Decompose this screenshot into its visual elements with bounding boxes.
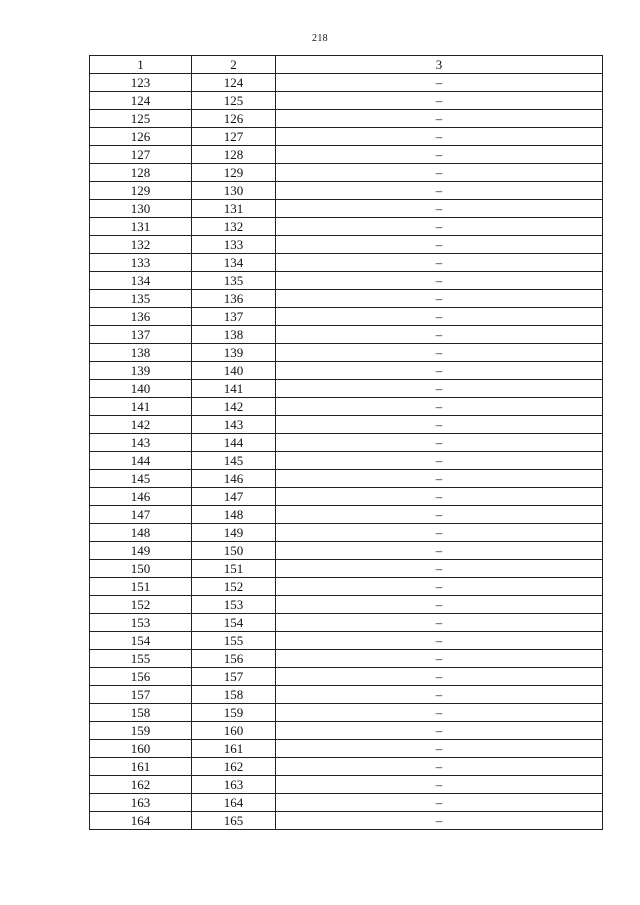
- table-cell-col-2: 148: [192, 506, 276, 524]
- table-body: [90, 74, 603, 830]
- table-row: [90, 128, 603, 146]
- table-row: [90, 758, 603, 776]
- table-cell-col-3: –: [276, 128, 603, 146]
- table-cell-col-2: 141: [192, 380, 276, 398]
- table-row: [90, 614, 603, 632]
- table-row: [90, 560, 603, 578]
- table-row: [90, 146, 603, 164]
- table-cell-col-1: 163: [90, 794, 192, 812]
- table-row: [90, 650, 603, 668]
- table-cell-col-1: 129: [90, 182, 192, 200]
- table-cell-col-2: 144: [192, 434, 276, 452]
- table-row: [90, 506, 603, 524]
- table-row: [90, 434, 603, 452]
- table-row: [90, 704, 603, 722]
- table-row: [90, 794, 603, 812]
- table-cell-col-3: –: [276, 488, 603, 506]
- table-row: [90, 92, 603, 110]
- table-cell-col-3: –: [276, 650, 603, 668]
- table-cell-col-2: 153: [192, 596, 276, 614]
- table-row: [90, 668, 603, 686]
- table-cell-col-3: –: [276, 218, 603, 236]
- table-cell-col-2: 129: [192, 164, 276, 182]
- table-cell-col-2: 124: [192, 74, 276, 92]
- table-cell-col-2: 127: [192, 128, 276, 146]
- table-cell-col-3: –: [276, 776, 603, 794]
- table-cell-col-2: 155: [192, 632, 276, 650]
- table-row: [90, 470, 603, 488]
- table-cell-col-3: –: [276, 110, 603, 128]
- table-cell-col-3: –: [276, 794, 603, 812]
- table-cell-col-2: 128: [192, 146, 276, 164]
- table-cell-col-1: 159: [90, 722, 192, 740]
- table-cell-col-2: 165: [192, 812, 276, 830]
- table-cell-col-3: –: [276, 362, 603, 380]
- table-row: [90, 740, 603, 758]
- column-header-3: 3: [276, 56, 603, 74]
- table-cell-col-1: 152: [90, 596, 192, 614]
- table-cell-col-2: 156: [192, 650, 276, 668]
- table-cell-col-2: 140: [192, 362, 276, 380]
- table-cell-col-2: 131: [192, 200, 276, 218]
- table-cell-col-1: 137: [90, 326, 192, 344]
- table-row: [90, 596, 603, 614]
- table-row: [90, 686, 603, 704]
- table-cell-col-2: 147: [192, 488, 276, 506]
- table-row: [90, 380, 603, 398]
- table-cell-col-3: –: [276, 578, 603, 596]
- table-row: [90, 200, 603, 218]
- table-cell-col-3: –: [276, 632, 603, 650]
- table-cell-col-1: 134: [90, 272, 192, 290]
- table-row: [90, 110, 603, 128]
- table-cell-col-3: –: [276, 272, 603, 290]
- table-cell-col-2: 152: [192, 578, 276, 596]
- table-cell-col-2: 154: [192, 614, 276, 632]
- table-cell-col-1: 133: [90, 254, 192, 272]
- column-header-1: 1: [90, 56, 192, 74]
- table-cell-col-1: 157: [90, 686, 192, 704]
- table-cell-col-3: –: [276, 740, 603, 758]
- table-cell-col-1: 164: [90, 812, 192, 830]
- table-cell-col-2: 135: [192, 272, 276, 290]
- table-row: [90, 272, 603, 290]
- table-cell-col-1: 127: [90, 146, 192, 164]
- table-cell-col-2: 159: [192, 704, 276, 722]
- table-row: [90, 722, 603, 740]
- table-cell-col-3: –: [276, 596, 603, 614]
- table-cell-col-2: 145: [192, 452, 276, 470]
- table-cell-col-3: –: [276, 236, 603, 254]
- table-cell-col-3: –: [276, 668, 603, 686]
- table-row: [90, 452, 603, 470]
- table-cell-col-2: 150: [192, 542, 276, 560]
- table-cell-col-3: –: [276, 398, 603, 416]
- table-header: [90, 56, 603, 74]
- table-cell-col-2: 130: [192, 182, 276, 200]
- table-cell-col-1: 154: [90, 632, 192, 650]
- table-cell-col-1: 149: [90, 542, 192, 560]
- table-row: [90, 236, 603, 254]
- table-cell-col-3: –: [276, 452, 603, 470]
- table-cell-col-2: 132: [192, 218, 276, 236]
- table-row: [90, 398, 603, 416]
- table-row: [90, 362, 603, 380]
- table-cell-col-2: 126: [192, 110, 276, 128]
- table-row: [90, 416, 603, 434]
- table-cell-col-3: –: [276, 308, 603, 326]
- table-row: [90, 254, 603, 272]
- table-cell-col-1: 146: [90, 488, 192, 506]
- table-cell-col-1: 135: [90, 290, 192, 308]
- table-cell-col-1: 151: [90, 578, 192, 596]
- table-cell-col-2: 163: [192, 776, 276, 794]
- table-cell-col-1: 132: [90, 236, 192, 254]
- table-cell-col-1: 136: [90, 308, 192, 326]
- table-cell-col-2: 133: [192, 236, 276, 254]
- table-cell-col-2: 157: [192, 668, 276, 686]
- table-row: [90, 182, 603, 200]
- table-cell-col-1: 161: [90, 758, 192, 776]
- table-cell-col-2: 134: [192, 254, 276, 272]
- table-row: [90, 542, 603, 560]
- table-cell-col-3: –: [276, 164, 603, 182]
- table-cell-col-3: –: [276, 542, 603, 560]
- table-cell-col-2: 139: [192, 344, 276, 362]
- table-cell-col-1: 150: [90, 560, 192, 578]
- table-cell-col-1: 143: [90, 434, 192, 452]
- table-cell-col-2: 161: [192, 740, 276, 758]
- table-cell-col-3: –: [276, 560, 603, 578]
- table-cell-col-2: 164: [192, 794, 276, 812]
- table-row: [90, 290, 603, 308]
- table-cell-col-2: 137: [192, 308, 276, 326]
- table-row: [90, 632, 603, 650]
- table-cell-col-1: 140: [90, 380, 192, 398]
- table-cell-col-1: 139: [90, 362, 192, 380]
- table-cell-col-2: 160: [192, 722, 276, 740]
- table-cell-col-3: –: [276, 614, 603, 632]
- table-cell-col-2: 149: [192, 524, 276, 542]
- data-table: [89, 55, 603, 830]
- table-cell-col-3: –: [276, 380, 603, 398]
- table-cell-col-1: 147: [90, 506, 192, 524]
- table-row: [90, 524, 603, 542]
- table-cell-col-1: 123: [90, 74, 192, 92]
- table-row: [90, 164, 603, 182]
- table-cell-col-2: 151: [192, 560, 276, 578]
- table-cell-col-3: –: [276, 326, 603, 344]
- table-cell-col-1: 144: [90, 452, 192, 470]
- table-cell-col-1: 128: [90, 164, 192, 182]
- table-cell-col-1: 156: [90, 668, 192, 686]
- table-cell-col-3: –: [276, 722, 603, 740]
- table-cell-col-1: 162: [90, 776, 192, 794]
- table-cell-col-2: 158: [192, 686, 276, 704]
- table-cell-col-3: –: [276, 758, 603, 776]
- table-row: [90, 344, 603, 362]
- page-number: 218: [312, 33, 328, 44]
- table-cell-col-1: 130: [90, 200, 192, 218]
- table-row: [90, 218, 603, 236]
- table-cell-col-1: 124: [90, 92, 192, 110]
- table-cell-col-3: –: [276, 506, 603, 524]
- table-cell-col-2: 143: [192, 416, 276, 434]
- table-cell-col-1: 141: [90, 398, 192, 416]
- table-cell-col-2: 162: [192, 758, 276, 776]
- table-cell-col-3: –: [276, 686, 603, 704]
- header-row: [90, 56, 603, 74]
- table-row: [90, 776, 603, 794]
- table-cell-col-1: 126: [90, 128, 192, 146]
- table-cell-col-3: –: [276, 812, 603, 830]
- table-row: [90, 308, 603, 326]
- table-cell-col-1: 138: [90, 344, 192, 362]
- table-cell-col-3: –: [276, 74, 603, 92]
- table-cell-col-3: –: [276, 290, 603, 308]
- table-cell-col-3: –: [276, 92, 603, 110]
- table-cell-col-3: –: [276, 200, 603, 218]
- table-cell-col-3: –: [276, 524, 603, 542]
- table-cell-col-2: 125: [192, 92, 276, 110]
- table-cell-col-1: 142: [90, 416, 192, 434]
- table-cell-col-1: 160: [90, 740, 192, 758]
- column-header-2: 2: [192, 56, 276, 74]
- table-row: [90, 578, 603, 596]
- table-cell-col-1: 131: [90, 218, 192, 236]
- table-row: [90, 326, 603, 344]
- table-cell-col-3: –: [276, 416, 603, 434]
- table-row: [90, 812, 603, 830]
- table-cell-col-3: –: [276, 344, 603, 362]
- table-cell-col-2: 142: [192, 398, 276, 416]
- table-cell-col-1: 155: [90, 650, 192, 668]
- table-cell-col-3: –: [276, 146, 603, 164]
- table-cell-col-2: 138: [192, 326, 276, 344]
- table-cell-col-1: 158: [90, 704, 192, 722]
- table-cell-col-1: 145: [90, 470, 192, 488]
- table-cell-col-3: –: [276, 470, 603, 488]
- table-cell-col-1: 148: [90, 524, 192, 542]
- table-cell-col-1: 125: [90, 110, 192, 128]
- table-cell-col-3: –: [276, 254, 603, 272]
- table-cell-col-2: 146: [192, 470, 276, 488]
- table-cell-col-3: –: [276, 704, 603, 722]
- table-row: [90, 74, 603, 92]
- table-row: [90, 488, 603, 506]
- table-cell-col-1: 153: [90, 614, 192, 632]
- table-cell-col-3: –: [276, 182, 603, 200]
- table-cell-col-3: –: [276, 434, 603, 452]
- table-cell-col-2: 136: [192, 290, 276, 308]
